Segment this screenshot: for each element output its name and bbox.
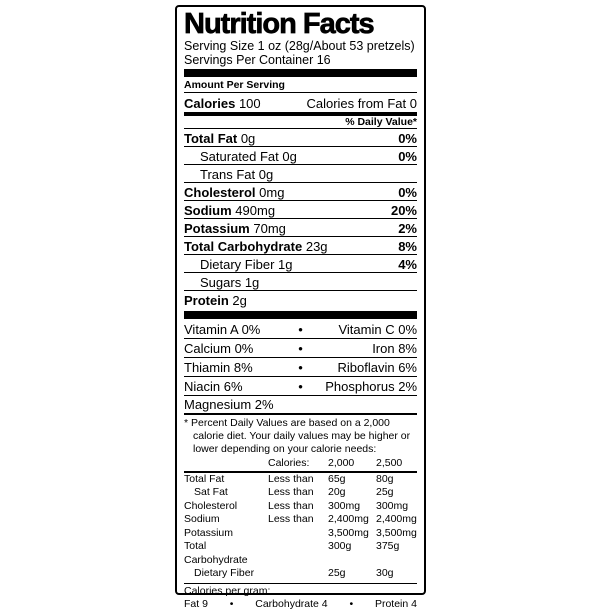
nutrient-name: Total Carbohydrate: [184, 239, 303, 254]
vitamin-left: Magnesium 2%: [184, 397, 274, 412]
nutrient-value: 0mg: [259, 185, 285, 200]
table-row: Sat Fat Less than 20g 25g: [194, 486, 394, 498]
calories-row: [184, 93, 417, 112]
nutrient-value: 0g: [258, 167, 274, 182]
nutrient-name: Cholesterol: [184, 185, 256, 200]
vitamin-row: [184, 377, 417, 396]
bullet-icon: •: [349, 597, 354, 610]
vitamin-right: Vitamin C 0%: [338, 321, 417, 337]
calories-label: Calories: [184, 96, 236, 111]
section-divider-bar: [184, 69, 417, 77]
daily-value-footnote: * Percent Daily Values are based on a 2,000 calorie diet. Your daily values may be higher or lower depending on your calorie needs:: [184, 417, 411, 455]
nutrient-row: [184, 219, 417, 237]
bullet-icon: •: [298, 359, 303, 375]
bullet-icon: •: [298, 378, 303, 394]
vitamin-right: Iron 8%: [372, 340, 417, 356]
daily-value-header: % Daily Value*: [184, 116, 417, 129]
nutrient-row: [184, 165, 417, 183]
vitamin-right: Phosphorus 2%: [325, 378, 417, 394]
nutrient-row: [184, 237, 417, 255]
nutrient-value: 2g: [232, 293, 247, 308]
nutrient-name: Protein: [184, 293, 229, 308]
cpg-fat: Fat 9: [184, 597, 208, 610]
nutrient-value: 23g: [305, 239, 328, 254]
vitamin-row: [184, 396, 417, 415]
cpg-carbohydrate: Carbohydrate 4: [255, 597, 328, 610]
bullet-icon: •: [229, 597, 234, 610]
nutrient-dv: 0%: [398, 131, 417, 146]
vitamin-right: Riboflavin 6%: [337, 359, 417, 375]
calories-per-gram-values: [184, 598, 417, 611]
table-row: Cholesterol Less than 300mg 300mg: [184, 499, 409, 512]
nutrient-name: Trans Fat: [200, 167, 256, 182]
nutrition-facts-label: [175, 5, 426, 610]
table-header-2000: 2,000: [328, 457, 355, 469]
nutrient-value: 0g: [282, 149, 297, 164]
vitamin-row: [184, 339, 417, 358]
table-row: Total Carbohydrate 300g 375g: [184, 540, 400, 566]
nutrient-name: Potassium: [184, 221, 250, 236]
vitamin-row: [184, 320, 417, 339]
calories-from-fat: Calories from Fat 0: [306, 96, 417, 111]
calories: [184, 95, 261, 112]
nutrient-name: Total Fat: [184, 131, 238, 146]
nutrient-value: 1g: [244, 275, 260, 290]
nutrient-name: Dietary Fiber: [200, 257, 275, 272]
serving-size: Serving Size 1 oz (28g/About 53 pretzels): [184, 39, 415, 53]
table-row: Potassium 3,500mg 3,500mg: [184, 526, 417, 539]
nutrient-dv: 0%: [398, 185, 417, 200]
table-header-2500: 2,500: [376, 457, 403, 469]
nutrient-row: [184, 201, 417, 219]
nutrient-dv: 2%: [398, 221, 417, 236]
table-row: Total Fat Less than 65g 80g: [184, 472, 394, 485]
nutrient-dv: 4%: [398, 257, 417, 272]
nutrient-row: [184, 255, 417, 273]
daily-value-table: [184, 457, 417, 581]
nutrient-name: Sugars: [200, 275, 242, 290]
cpg-protein: Protein 4: [374, 597, 417, 610]
calories-value: 100: [238, 96, 261, 111]
table-header-row: [184, 457, 417, 473]
vitamin-row: [184, 358, 417, 377]
nutrient-row: [184, 183, 417, 201]
table-row: Sodium Less than 2,400mg 2,400mg: [184, 513, 417, 525]
vitamin-left: Thiamin 8%: [184, 359, 253, 375]
table-header-calories: Calories:: [268, 457, 310, 469]
calories-per-gram-label: Calories per gram:: [184, 584, 271, 597]
table-row: Dietary Fiber 25g 30g: [194, 567, 394, 579]
nutrient-value: 70mg: [253, 221, 286, 236]
label-title: Nutrition Facts: [184, 8, 374, 40]
nutrient-row: [184, 129, 417, 147]
nutrient-dv: 0%: [398, 149, 417, 164]
nutrient-dv: 20%: [390, 203, 417, 218]
nutrient-value: 490mg: [235, 203, 276, 218]
nutrient-value: 0g: [240, 131, 256, 146]
nutrient-row: [184, 291, 417, 309]
amount-per-serving-header: Amount Per Serving: [184, 78, 417, 93]
vitamin-left: Niacin 6%: [184, 378, 243, 394]
bullet-icon: •: [298, 321, 303, 337]
nutrient-row: [184, 273, 417, 291]
calories-per-gram: [184, 583, 417, 611]
nutrient-name: Saturated Fat: [200, 149, 279, 164]
bullet-icon: •: [298, 340, 303, 356]
vitamin-left: Calcium 0%: [184, 340, 254, 356]
vitamin-left: Vitamin A 0%: [184, 321, 261, 337]
servings-per-container: Servings Per Container 16: [184, 53, 331, 67]
nutrient-dv: 8%: [398, 239, 417, 254]
nutrient-name: Sodium: [184, 203, 232, 218]
section-divider-bar: [184, 311, 417, 319]
nutrient-row: [184, 147, 417, 165]
nutrient-value: 1g: [278, 257, 293, 272]
